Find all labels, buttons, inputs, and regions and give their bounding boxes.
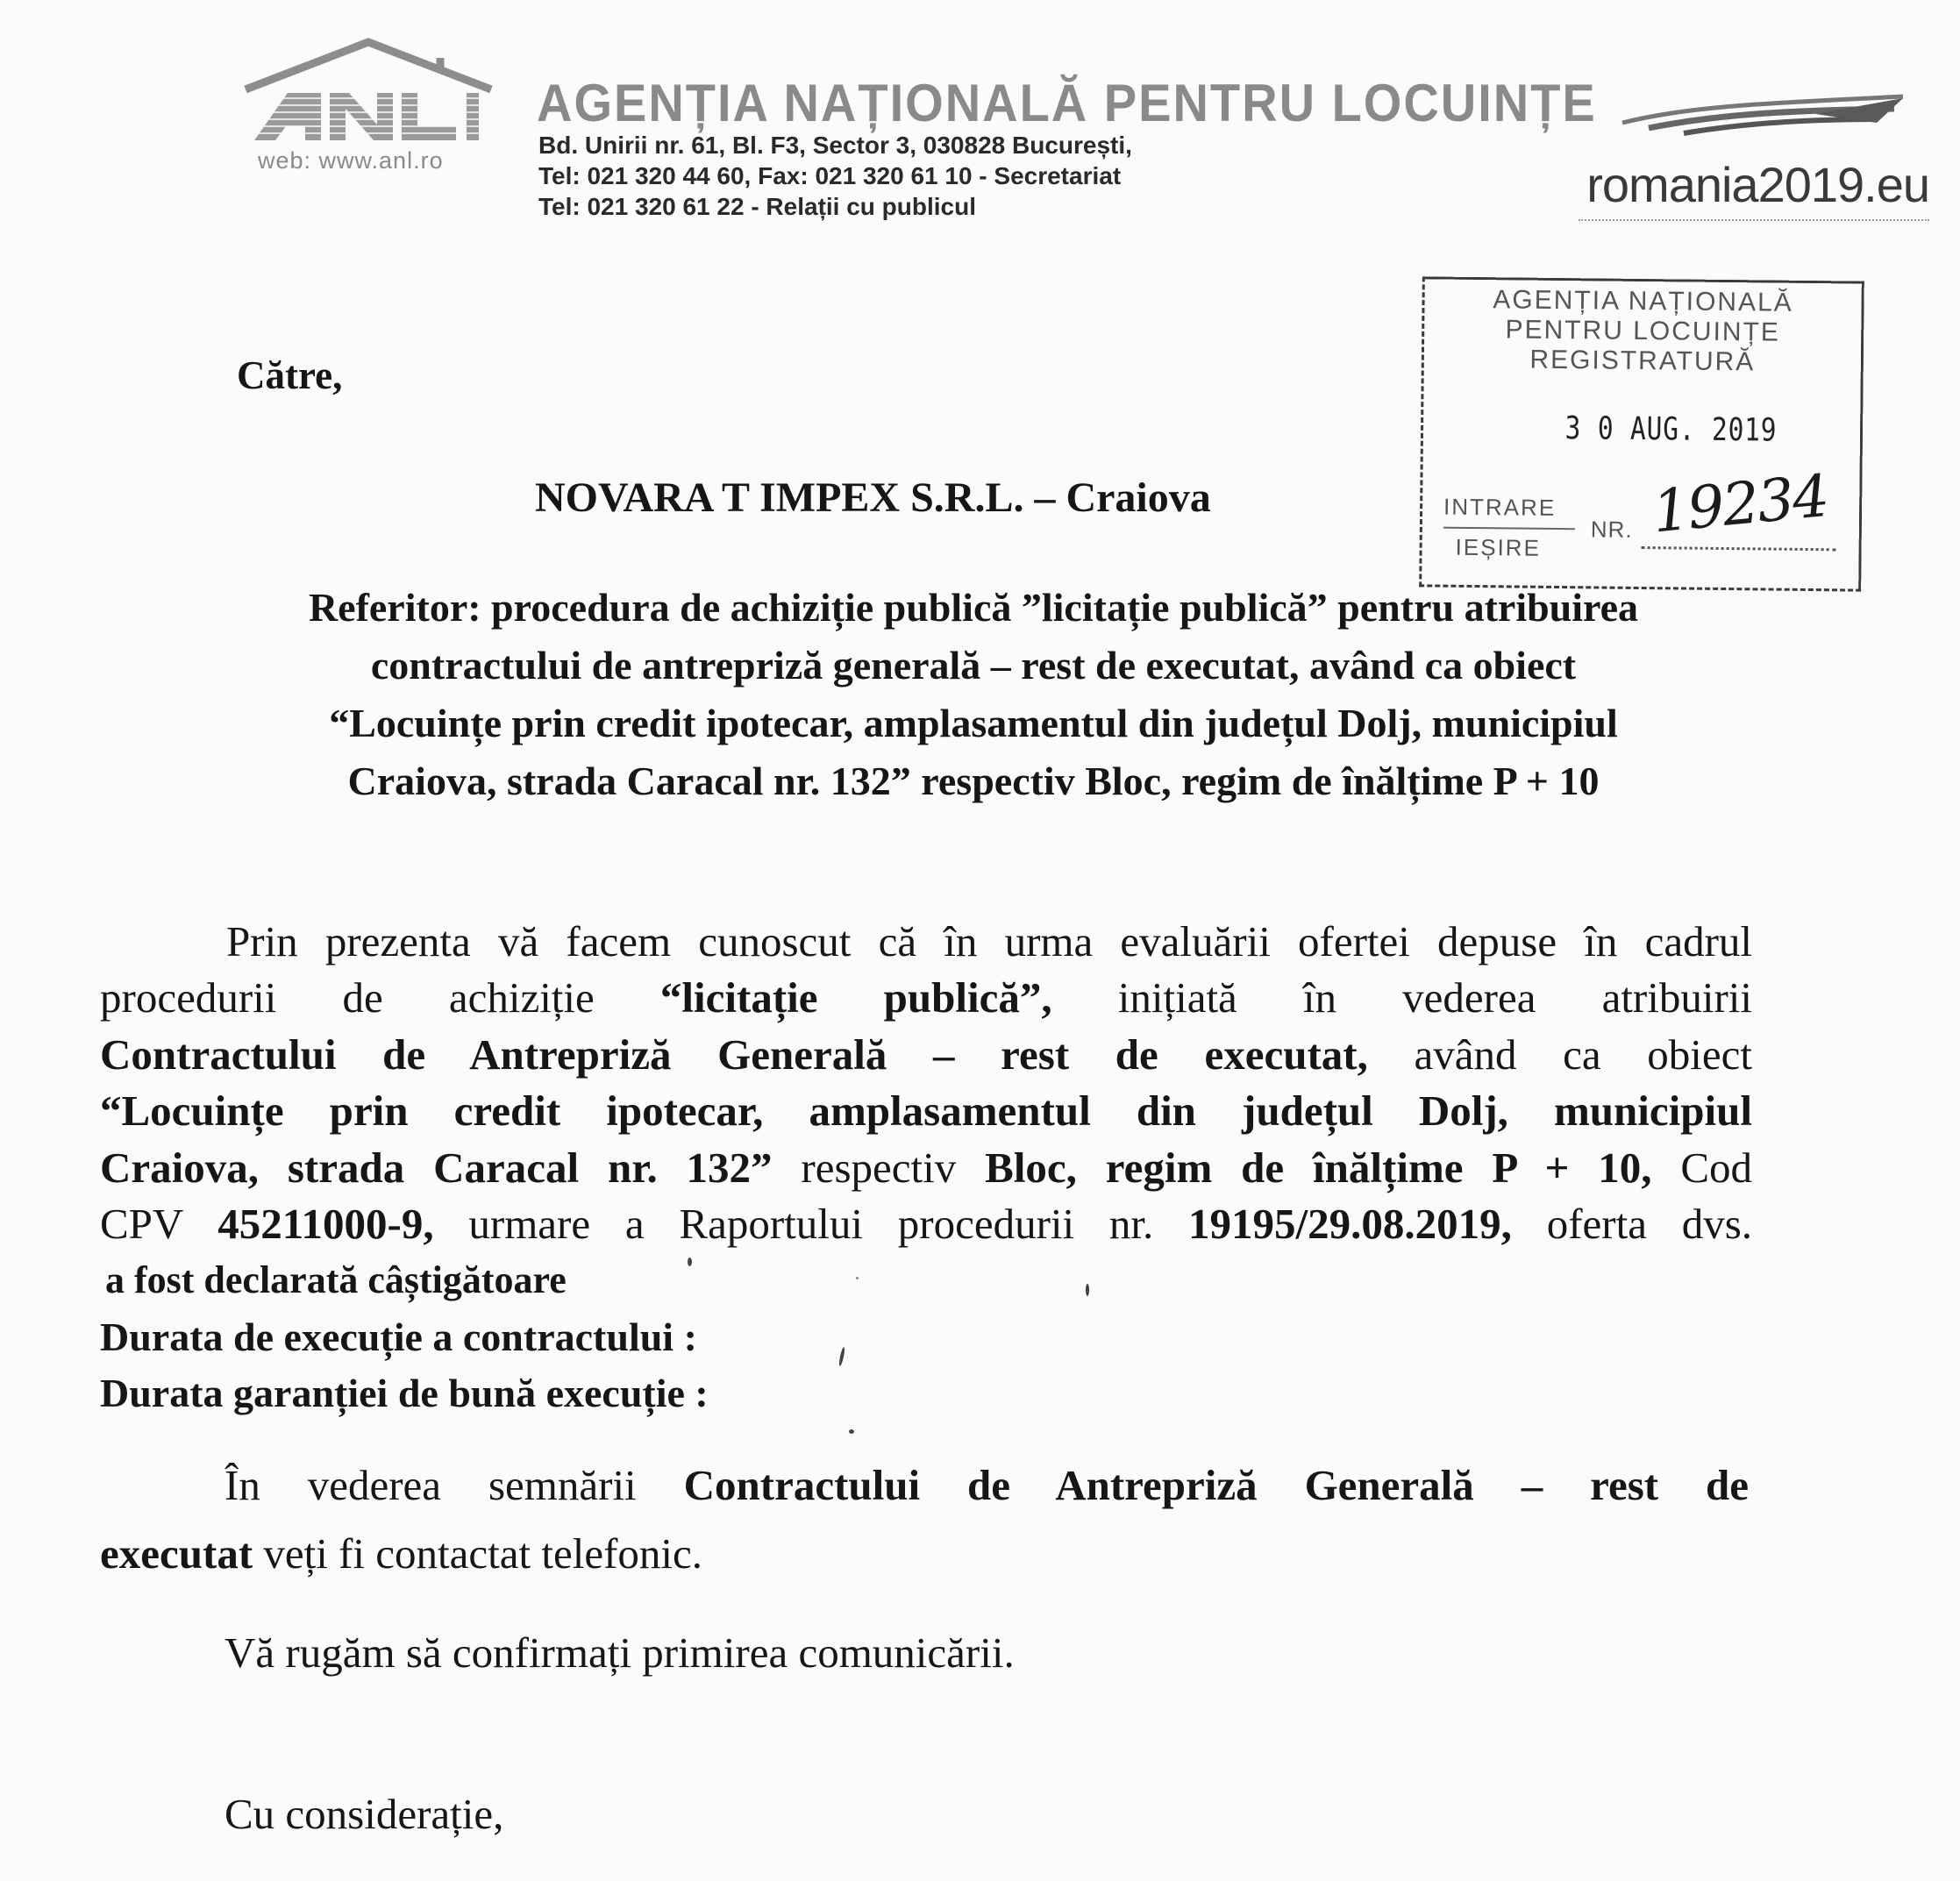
scan-speck (1086, 1284, 1089, 1296)
house-roof-icon (237, 35, 500, 149)
body-text-bold: Contractului de Antrepriză Generală – rest de executat, (100, 1030, 1368, 1079)
body-text: inițiată în vederea atribuirii (1117, 973, 1753, 1022)
reference-line-4: Craiova, strada Caracal nr. 132” respectiv Bloc, regim de înălțime P + 10 (347, 759, 1600, 803)
body-line-6 (100, 1196, 1752, 1252)
romania2019-text: romania2019.eu (1586, 157, 1929, 212)
stamp-line-3: REGISTRATURĂ (1529, 345, 1756, 377)
execution-duration-line: Durata de execuție a contractului : (100, 1314, 697, 1359)
scan-speck (688, 1258, 692, 1266)
body-text-bold: executat (100, 1529, 253, 1578)
stamp-date: 3 0 AUG. 2019 (1564, 410, 1778, 449)
scan-speck (856, 1277, 859, 1279)
signing-line-2 (100, 1526, 1749, 1582)
warranty-duration-line: Durata garanției de bună execuție : (100, 1371, 709, 1416)
body-text-bold: Bloc, regim de înălțime P + 10, (985, 1143, 1652, 1192)
stamp-dotted-line (1642, 546, 1836, 551)
stamp-registration-number: 19234 (1649, 461, 1831, 546)
stamp-line-1: AGENȚIA NAȚIONALĂ (1493, 285, 1793, 317)
agency-name: AGENȚIA NAȚIONALĂ PENTRU LOCUINȚE (537, 73, 1597, 133)
body-text: oferta dvs. (1546, 1199, 1753, 1248)
body-text: respectiv (801, 1143, 957, 1192)
body-text-bold: Craiova, strada Caracal nr. 132” (100, 1143, 773, 1192)
contact-phone-public: Tel: 021 320 61 22 - Relații cu publicul (538, 193, 977, 220)
body-text: veți fi contactat telefonic. (263, 1529, 703, 1578)
body-text: În vederea semnării (225, 1461, 637, 1509)
romania2019-logo (1561, 88, 1929, 237)
salutation: Către, (237, 353, 343, 397)
registry-stamp (1419, 276, 1864, 591)
body-text: urmare a Raportului procedurii nr. (468, 1199, 1154, 1248)
body-text-bold: Contractului de Antrepriză Generală – rest de (683, 1461, 1750, 1509)
declared-winner-line: a fost declarată câștigătoare (105, 1258, 567, 1302)
recipient: NOVARA T IMPEX S.R.L. – Craiova (535, 474, 1211, 521)
contact-address: Bd. Unirii nr. 61, Bl. F3, Sector 3, 030828 București, (538, 132, 1132, 159)
body-line-1 (100, 914, 1752, 970)
body-text-bold: “Locuințe prin credit ipotecar, amplasamentul din județul Dolj, municipiul (100, 1087, 1752, 1136)
reference-block (96, 579, 1850, 810)
body-line-3 (100, 1027, 1752, 1083)
scan-speck (849, 1429, 854, 1434)
closing: Cu considerație, (225, 1790, 504, 1838)
body-text-bold: 45211000-9, (217, 1199, 434, 1248)
confirmation-request: Vă rugăm să confirmați primirea comunicării. (225, 1628, 1015, 1677)
body-line-4 (100, 1083, 1752, 1139)
contact-phone-secretariat: Tel: 021 320 44 60, Fax: 021 320 61 10 - Secretariat (538, 162, 1122, 189)
stamp-separator (1443, 527, 1575, 531)
swoosh-icon (1614, 88, 1912, 149)
body-line-2 (100, 970, 1752, 1026)
body-text-bold: 19195/29.08.2019, (1188, 1199, 1512, 1248)
anl-logo (237, 35, 500, 184)
stamp-line-2: PENTRU LOCUINȚE (1505, 315, 1781, 347)
reference-line-3: “Locuințe prin credit ipotecar, amplasamentul din județul Dolj, municipiul (329, 701, 1618, 745)
stamp-iesire-label: IEȘIRE (1455, 533, 1542, 561)
signing-paragraph (100, 1457, 1749, 1582)
stamp-nr-label: NR. (1590, 516, 1633, 543)
body-text-bold: “licitație publică”, (659, 973, 1052, 1022)
reference-line-1: Referitor: procedura de achiziție publică ”licitație publică” pentru atribuirea (308, 585, 1639, 630)
logo-web-address: web: www.anl.ro (258, 147, 444, 174)
romania2019-tagline (1579, 219, 1929, 226)
contact-block (538, 130, 1132, 222)
stamp-intrare-label: INTRARE (1443, 493, 1557, 521)
body-line-5 (100, 1140, 1752, 1196)
body-text: CPV (100, 1199, 183, 1248)
body-text: Cod (1680, 1143, 1753, 1192)
body-text: procedurii de achiziție (100, 973, 595, 1022)
signing-line-1 (100, 1457, 1749, 1514)
body-text: având ca obiect (1414, 1030, 1753, 1079)
reference-line-2: contractului de antrepriză generală – rest de executat, având ca obiect (370, 643, 1577, 688)
body-text: Prin prezenta vă facem cunoscut că în urma evaluării ofertei depuse în cadrul (226, 917, 1752, 965)
body-paragraph (100, 914, 1752, 1422)
